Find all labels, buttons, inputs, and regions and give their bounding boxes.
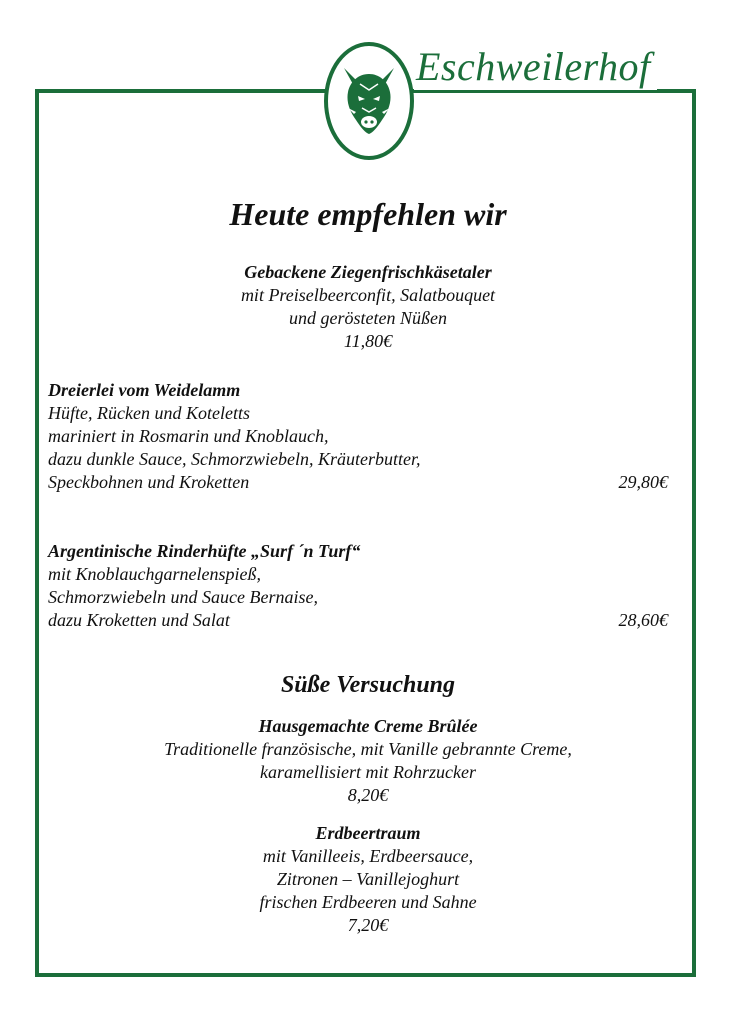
item-title: Hausgemachte Creme Brûlée [258, 716, 478, 736]
item-description: mariniert in Rosmarin und Knoblauch, [48, 426, 329, 446]
brand-name: Eschweilerhof [414, 44, 657, 90]
item-description: dazu Kroketten und Salat [48, 610, 230, 630]
item-title: Erdbeertraum [315, 823, 421, 843]
logo-badge [324, 42, 414, 160]
item-price: 29,80€ [618, 472, 668, 492]
item-description: Hüfte, Rücken und Koteletts [48, 403, 250, 423]
item-description: Traditionelle französische, mit Vanille gebrannte Creme, [164, 739, 572, 759]
menu-item-surf-n-turf [48, 540, 668, 632]
menu-item-erdbeertraum [0, 822, 736, 937]
item-description: mit Knoblauchgarnelenspieß, [48, 564, 261, 584]
item-description: Speckbohnen und Kroketten [48, 472, 250, 492]
item-description: und gerösteten Nüßen [289, 308, 447, 328]
page-title: Heute empfehlen wir [229, 196, 507, 232]
item-description: mit Preiselbeerconfit, Salatbouquet [240, 285, 496, 305]
item-price: 11,80€ [343, 331, 393, 351]
menu-item-goat-cheese [0, 261, 736, 353]
item-price: 28,60€ [618, 610, 668, 630]
item-title: Gebackene Ziegenfrischkäsetaler [244, 262, 492, 282]
item-description: Zitronen – Vanillejoghurt [276, 869, 460, 889]
item-title: Dreierlei vom Weidelamm [48, 380, 241, 400]
menu-item-creme-brulee [0, 715, 736, 807]
section-title-dessert: Süße Versuchung [280, 672, 456, 698]
item-description: mit Vanilleeis, Erdbeersauce, [262, 846, 474, 866]
item-description: Schmorzwiebeln und Sauce Bernaise, [48, 587, 318, 607]
item-description: karamellisiert mit Rohrzucker [260, 762, 476, 782]
item-description: dazu dunkle Sauce, Schmorzwiebeln, Kräuterbutter, [48, 449, 421, 469]
menu-item-lamb [48, 379, 668, 494]
item-price: 8,20€ [347, 785, 389, 805]
item-description: frischen Erdbeeren und Sahne [259, 892, 477, 912]
boar-head-icon [338, 64, 400, 138]
item-title: Argentinische Rinderhüfte „Surf ´n Turf“ [48, 541, 361, 561]
item-price: 7,20€ [347, 915, 389, 935]
